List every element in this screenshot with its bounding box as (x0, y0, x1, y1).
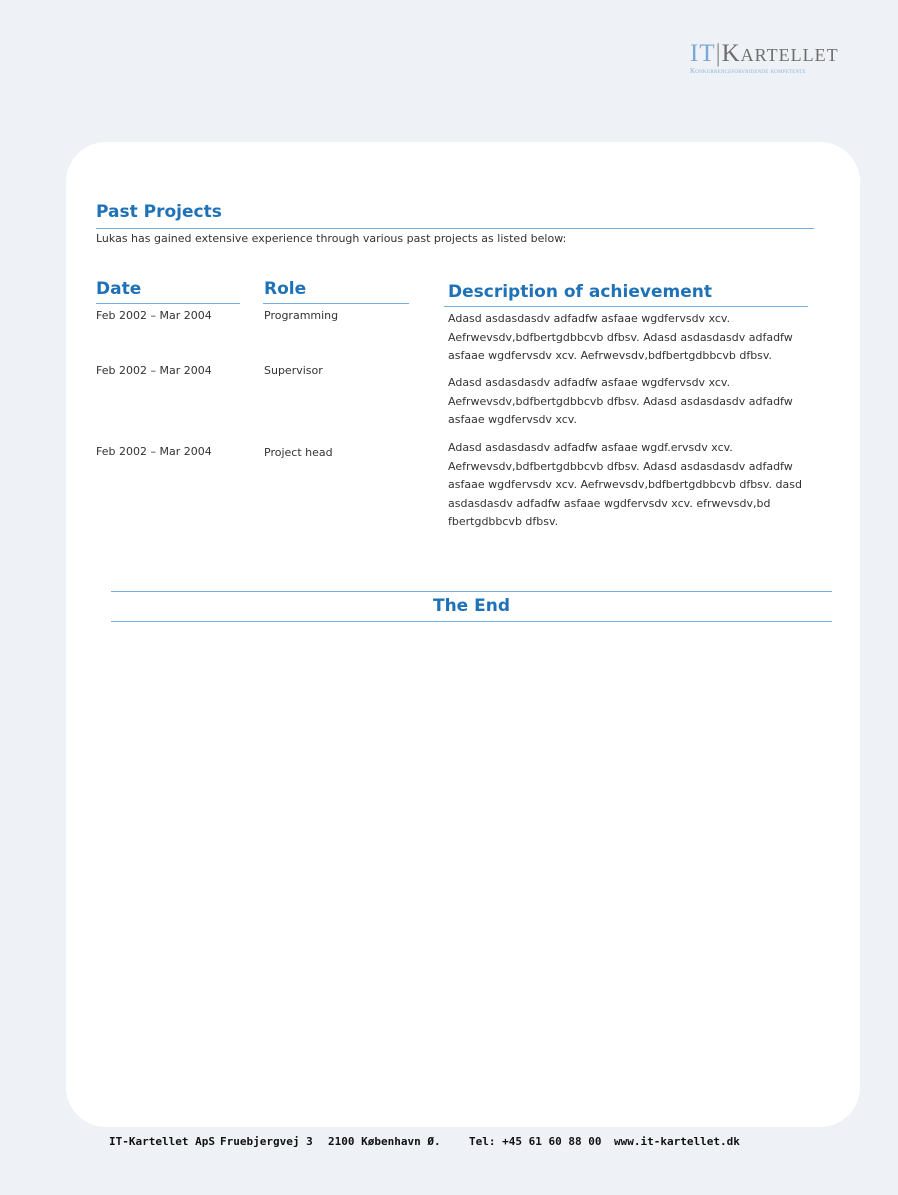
footer-city: 2100 København Ø. (328, 1135, 441, 1148)
end-top-rule (111, 591, 832, 592)
logo-separator: | (715, 40, 722, 67)
footer-street: Fruebjergvej 3 (220, 1135, 313, 1148)
footer-company: IT-Kartellet ApS (109, 1135, 215, 1148)
date-column-header: Date (96, 279, 142, 299)
role-column-rule (263, 303, 409, 304)
logo-tagline: Konkurrenceforvridende kompetente (690, 67, 806, 75)
end-title: The End (432, 596, 511, 616)
role-column-header: Role (264, 279, 307, 299)
row-3-description: Adasd asdasdasdv adfadfw asfaae wgdf.ervsdv xcv. Aefrwevsdv,bdfbertgdbbcvb dfbsv. Adasd asdasdasdv adfadfw asfaae wgdfervsdv xcv. Aefrwevsdv,bdfbertgdbbcvb dfbsv. dasd asdasdasdv adfadfw asfaae wgdfervsdv xcv. efrwevsdv,bd fbertgdbbcvb dfbsv. (448, 441, 802, 528)
section-title: Past Projects (96, 202, 222, 222)
row-3-date: Feb 2002 – Mar 2004 (96, 445, 212, 458)
logo-name: Kartellet (721, 40, 839, 67)
section-intro: Lukas has gained extensive experience through various past projects as listed below: (96, 232, 567, 245)
row-2-role: Supervisor (264, 364, 323, 377)
end-bottom-rule (111, 621, 832, 622)
description-column-header: Description of achievement (448, 282, 712, 302)
section-divider (96, 228, 814, 229)
company-logo (690, 40, 839, 75)
row-2-date: Feb 2002 – Mar 2004 (96, 364, 212, 377)
logo-it: IT (690, 40, 716, 67)
footer-phone: Tel: +45 61 60 88 00 (469, 1135, 602, 1148)
row-2-description: Adasd asdasdasdv adfadfw asfaae wgdfervsdv xcv. Aefrwevsdv,bdfbertgdbbcvb dfbsv. Adasd asdasdasdv adfadfw asfaae wgdfervsdv xcv. (448, 376, 793, 426)
description-column-rule (444, 306, 808, 307)
document-card (66, 142, 860, 1127)
row-1-description: Adasd asdasdasdv adfadfw asfaae wgdfervsdv xcv. Aefrwevsdv,bdfbertgdbbcvb dfbsv. Adasd asdasdasdv adfadfw asfaae wgdfervsdv xcv. Aefrwevsdv,bdfbertgdbbcvb dfbsv. (448, 312, 793, 362)
row-3-role: Project head (264, 446, 333, 459)
row-1-date: Feb 2002 – Mar 2004 (96, 309, 212, 322)
footer-website-link[interactable]: www.it-kartellet.dk (614, 1135, 740, 1148)
row-1-role: Programming (264, 309, 339, 322)
logo-wordmark (690, 40, 839, 67)
date-column-rule (96, 303, 240, 304)
